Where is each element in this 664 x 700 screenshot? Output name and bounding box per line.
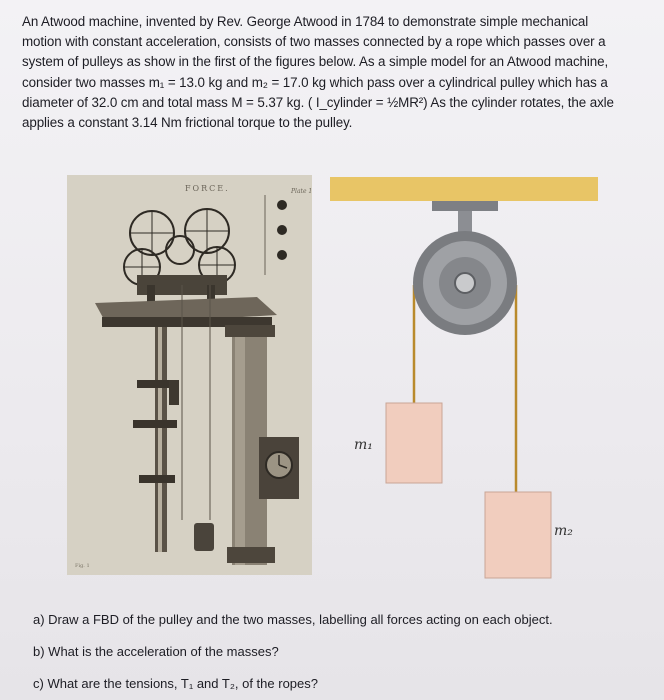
engraving-plate-label: Plate 1	[291, 188, 312, 195]
problem-statement	[22, 12, 642, 133]
pulley-diagram-drawing	[330, 175, 598, 580]
mass-2-label: m₂	[554, 523, 573, 539]
engraving-title: FORCE.	[185, 184, 230, 193]
mass-1-label: m₁	[354, 437, 373, 453]
problem-line-5: diameter of 32.0 cm and total mass M = 5.37 kg. ( I_cylinder = ½MR²) As the cylinder rotates, the axle	[22, 94, 614, 110]
problem-line-2: motion with constant acceleration, consists of two masses connected by a rope which passes over a	[22, 34, 606, 50]
pulley-diagram-figure	[330, 175, 598, 580]
problem-line-6: applies a constant 3.14 Nm frictional torque to the pulley.	[22, 115, 353, 131]
ceiling-beam	[330, 177, 598, 201]
problem-line-1: An Atwood machine, invented by Rev. George Atwood in 1784 to demonstrate simple mechanical	[22, 14, 589, 29]
atwood-engraving-figure	[67, 175, 312, 575]
question-b: b) What is the acceleration of the masses?	[33, 644, 279, 659]
atwood-engraving-drawing	[67, 175, 312, 575]
svg-text:Fig. 1: Fig. 1	[75, 563, 90, 569]
question-c: c) What are the tensions, T₁ and T₂, of the ropes?	[33, 676, 318, 691]
question-a: a) Draw a FBD of the pulley and the two masses, labelling all forces acting on each object.	[33, 612, 553, 627]
mass-1-block	[386, 403, 442, 483]
mass-2-block	[485, 492, 551, 578]
problem-line-3: system of pulleys as show in the first of the figures below. As a simple model for an Atwood machine,	[22, 54, 609, 70]
problem-line-4: consider two masses m₁ = 13.0 kg and m₂ = 17.0 kg which pass over a cylindrical pulley which has a	[22, 74, 608, 90]
